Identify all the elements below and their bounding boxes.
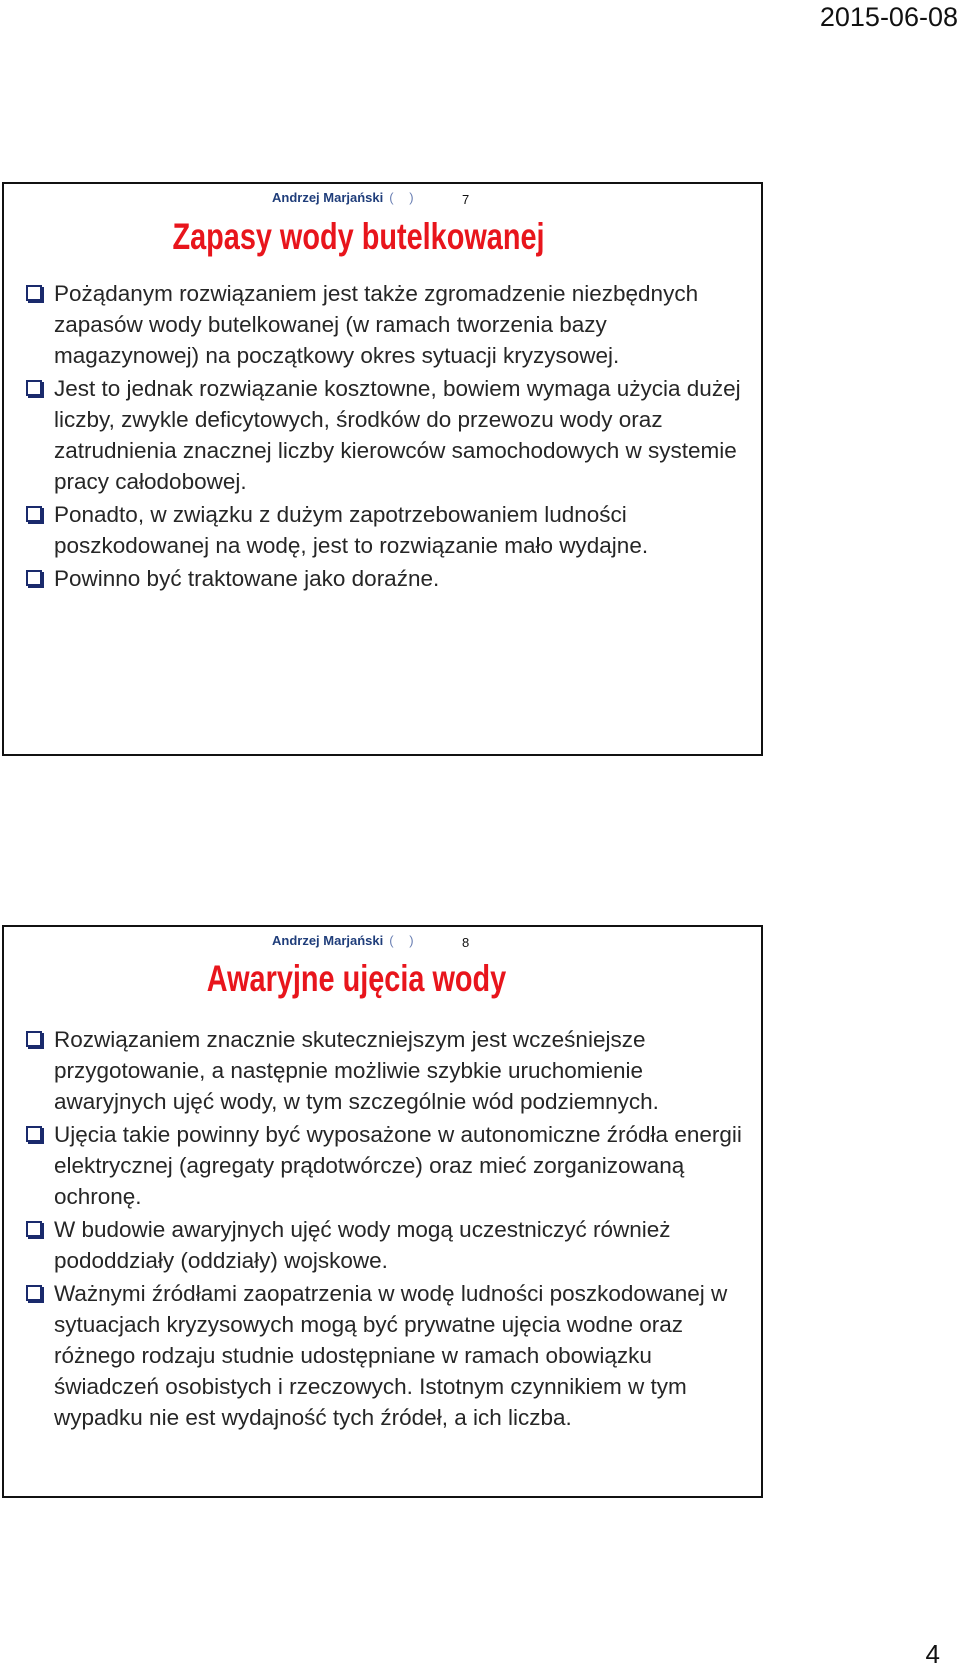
bullet-item — [26, 1024, 749, 1117]
slide-number: 8 — [462, 935, 470, 950]
check-box-icon — [26, 1285, 42, 1301]
page-number: 4 — [925, 1639, 940, 1669]
slide-title: Zapasy wody butelkowanej — [172, 216, 545, 257]
slide-header — [4, 190, 761, 214]
bullet-item — [26, 373, 749, 497]
slide-header — [4, 933, 761, 957]
author-name: Andrzej Marjański — [272, 933, 384, 948]
bullet-item — [26, 1119, 749, 1212]
slide-7 — [2, 182, 763, 756]
check-box-icon — [26, 506, 42, 522]
bullet-list — [26, 278, 749, 596]
check-box-icon — [26, 1126, 42, 1142]
bullet-text: Powinno być traktowane jako doraźne. — [54, 566, 440, 591]
bullet-text: Ponadto, w związku z dużym zapotrzebowaniem ludności poszkodowanej na wodę, jest to rozwiązanie mało wydajne. — [54, 502, 649, 558]
author-parens: ( ) — [389, 190, 420, 205]
bullet-item — [26, 499, 749, 561]
slide-8 — [2, 925, 763, 1498]
check-box-icon — [26, 570, 42, 586]
check-box-icon — [26, 285, 42, 301]
slide-author — [272, 933, 420, 948]
bullet-text: Pożądanym rozwiązaniem jest także zgromadzenie niezbędnych zapasów wody butelkowanej (w ramach tworzenia bazy magazynowej) na początkowy okres sytuacji kryzysowej. — [54, 281, 699, 368]
slide-number: 7 — [462, 192, 470, 207]
page-date: 2015-06-08 — [819, 2, 958, 32]
bullet-text: W budowie awaryjnych ujęć wody mogą uczestniczyć również pododdziały (oddziały) wojskowe. — [54, 1217, 671, 1273]
author-name: Andrzej Marjański — [272, 190, 384, 205]
check-box-icon — [26, 1031, 42, 1047]
bullet-text: Rozwiązaniem znacznie skuteczniejszym jest wcześniejsze przygotowanie, a następnie możliwie szybkie uruchomienie awaryjnych ujęć wody, w tym szczególnie wód podziemnych. — [54, 1027, 659, 1114]
check-box-icon — [26, 1221, 42, 1237]
bullet-text: Jest to jednak rozwiązanie kosztowne, bowiem wymaga użycia dużej liczby, zwykle deficytowych, środków do przewozu wody oraz zatrudnienia znacznej liczby kierowców samochodowych w systemie pracy całodobowej. — [54, 376, 741, 494]
bullet-item — [26, 563, 749, 594]
bullet-item — [26, 278, 749, 371]
bullet-list — [26, 1024, 749, 1435]
author-parens: ( ) — [389, 933, 420, 948]
bullet-item — [26, 1214, 749, 1276]
bullet-text: Ważnymi źródłami zaopatrzenia w wodę ludności poszkodowanej w sytuacjach kryzysowych mogą być prywatne ujęcia wodne oraz różnego rodzaju studnie udostępniane w ramach obowiązku świadczeń osobistych i rzeczowych. Istotnym czynnikiem w tym wypadku nie est wydajność tych źródeł, a ich liczba. — [54, 1281, 728, 1430]
bullet-item — [26, 1278, 749, 1433]
check-box-icon — [26, 380, 42, 396]
slide-title: Awaryjne ujęcia wody — [206, 958, 507, 999]
slide-author — [272, 190, 420, 205]
bullet-text: Ujęcia takie powinny być wyposażone w autonomiczne źródła energii elektrycznej (agregaty prądotwórcze) oraz mieć zorganizowaną ochronę. — [54, 1122, 742, 1209]
